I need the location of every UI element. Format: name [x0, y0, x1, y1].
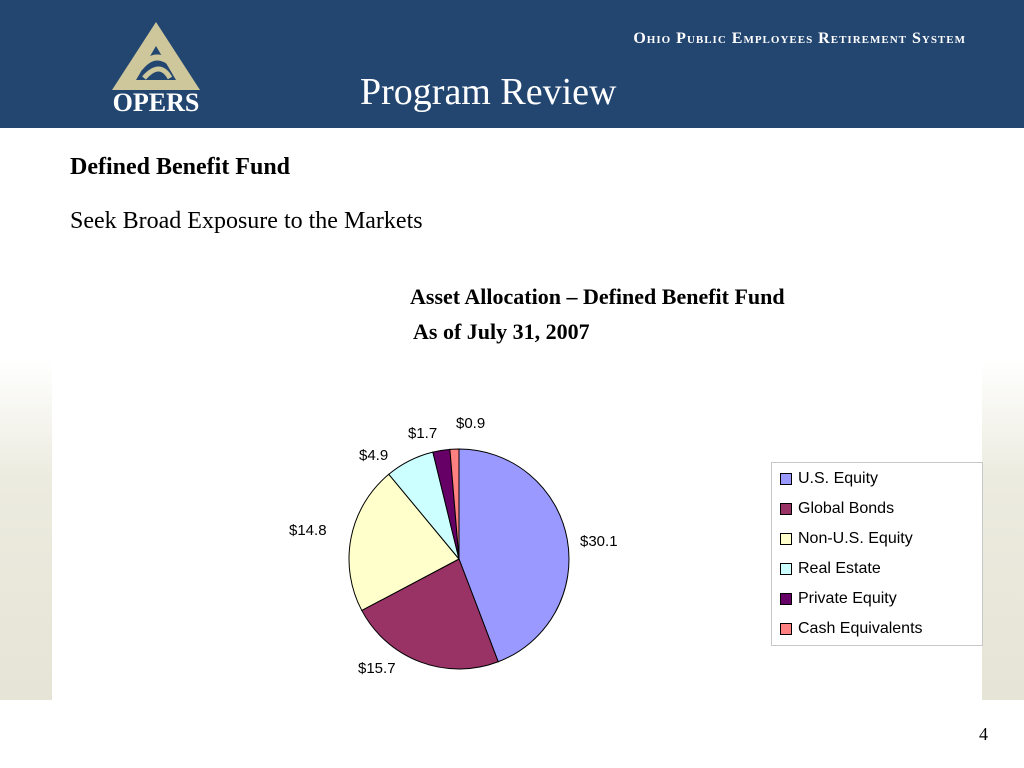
legend-swatch: [780, 593, 792, 605]
legend-label: Real Estate: [798, 560, 881, 577]
chart-area: [52, 360, 982, 700]
legend-label: Private Equity: [798, 590, 897, 607]
legend-swatch: [780, 473, 792, 485]
section-subheading: Seek Broad Exposure to the Markets: [70, 208, 423, 234]
legend-label: Cash Equivalents: [798, 620, 923, 637]
logo-text: OPERS: [112, 88, 200, 117]
data-label-global-bonds: $15.7: [358, 660, 396, 677]
data-label-real-estate: $4.9: [359, 447, 389, 464]
legend-item: [780, 559, 881, 579]
background-shade-right: [982, 360, 1024, 700]
legend-item: [780, 529, 913, 549]
header-bar: [0, 0, 1024, 128]
legend-label: Non-U.S. Equity: [798, 530, 913, 547]
legend-label: Global Bonds: [798, 500, 895, 517]
background-shade-left: [0, 360, 52, 700]
legend-swatch: [780, 503, 792, 515]
legend-item: [780, 499, 894, 519]
legend-swatch: [780, 623, 792, 635]
legend-item: [780, 589, 897, 609]
organization-name: Ohio Public Employees Retirement System: [633, 30, 966, 47]
data-label-private-equity: $1.7: [408, 425, 438, 442]
legend-item: [780, 619, 923, 639]
data-label-cash-equivalents: $0.9: [456, 415, 486, 432]
data-label-non-u-s-equity: $14.8: [289, 522, 327, 539]
chart-legend: [771, 462, 983, 646]
chart-subtitle: As of July 31, 2007: [413, 319, 590, 344]
legend-item: [780, 469, 878, 489]
legend-label: U.S. Equity: [798, 470, 879, 487]
section-heading: Defined Benefit Fund: [70, 154, 291, 180]
page-title: Program Review: [360, 71, 617, 113]
legend-swatch: [780, 533, 792, 545]
chart-title: Asset Allocation – Defined Benefit Fund: [410, 284, 785, 309]
legend-swatch: [780, 563, 792, 575]
data-label-u-s-equity: $30.1: [580, 533, 618, 550]
page-number: 4: [979, 724, 988, 744]
